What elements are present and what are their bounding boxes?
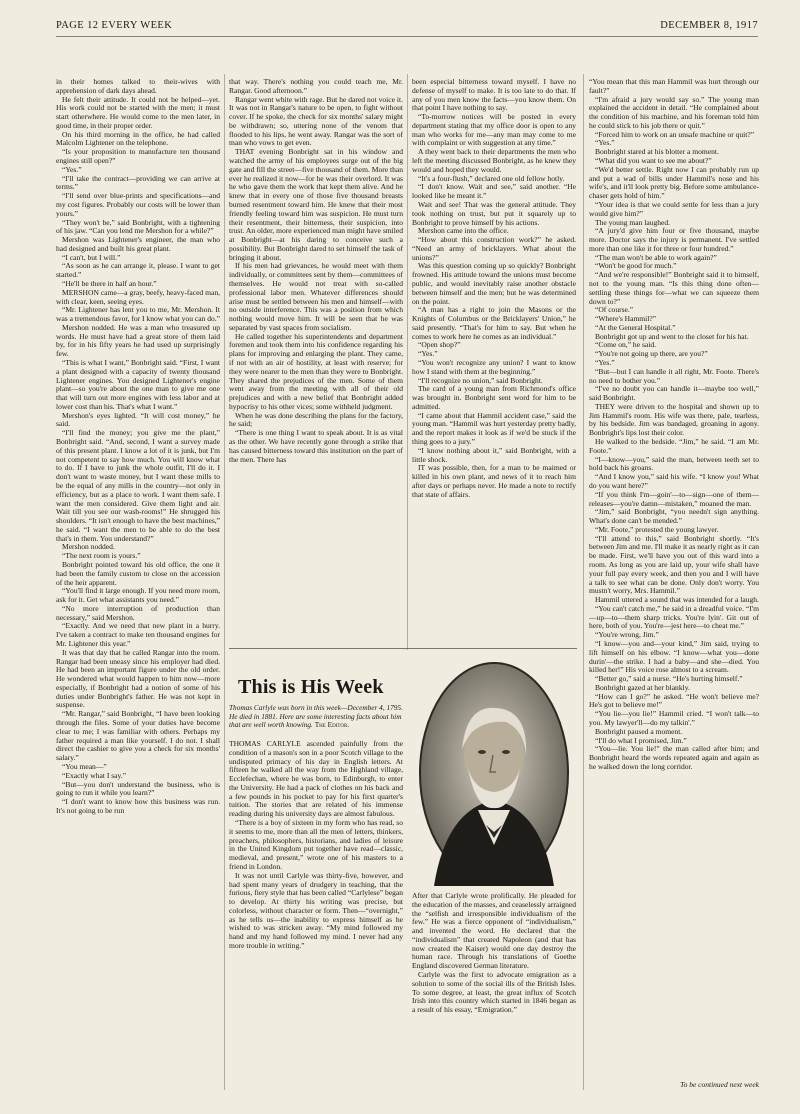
paragraph: “Forced him to work on an unsafe machine or quit?” <box>595 129 755 139</box>
paragraph: “There is one thing I want to speak about. It is as vital as the other. We have recently gone through a strike that has caused bitterness toward this institution on the part of the men. There has <box>229 428 403 464</box>
paragraph: “Your idea is that we could settle for less than a jury would give him?” <box>589 199 759 218</box>
paragraph: “Yes.” <box>418 349 438 359</box>
column-rule <box>583 74 584 1090</box>
paragraph: “But—but I can handle it all right, Mr. Foote. There's no need to bother you.” <box>589 366 759 385</box>
story-column-1 <box>56 78 220 1090</box>
paragraph: “The next room is yours.” <box>62 551 141 561</box>
paragraph: The young man laughed. <box>595 217 671 227</box>
paragraph: When he was done describing the plans for the factory, he said; <box>229 410 403 429</box>
paragraph: “A man has a right to join the Masons or the Knights of Columbus or the Bricklayers' Union,” he said presently. “That's for him to say. But when he comes to work here he comes as an individual.” <box>412 305 576 341</box>
paragraph: “This is what I want,” Bonbright said. “First, I want a plant designed with a capacity of twenty thousand Lightener engines. You designed Lightener's engine plant—so you're about the one man to give me one that will turn out more engines with less labor and at lower cost than his. That's what I want.” <box>56 358 220 411</box>
sidebar-top-rule <box>229 648 577 649</box>
paragraph: “Yes.” <box>595 138 615 148</box>
paragraph: Bonbright paused a moment. <box>595 726 683 736</box>
paragraph: “How can I go?” he asked. “He won't believe me? He's got to believe me!” <box>589 691 759 710</box>
paragraph: Wait and see! That was the general attitude. They took nothing on trust, but put it squarely up to Bonbright to prove himself by his actions. <box>412 199 576 227</box>
paragraph: that way. There's nothing you could teach me, Mr. Rangar. Good afternoon.” <box>229 77 403 95</box>
paragraph: “I'll take the contract—providing we can arrive at terms.” <box>56 173 220 192</box>
paragraph: “Of course.” <box>595 305 634 315</box>
sidebar-title: This is His Week <box>238 676 384 698</box>
paragraph: Bonbright stared at his blotter a moment. <box>595 147 719 157</box>
paragraph: “You mean—” <box>62 761 107 771</box>
paragraph: MERSHON came—a gray, beefy, heavy-faced man, with clear, keen, seeing eyes. <box>56 287 220 306</box>
paragraph: Was this question coming up so quickly? Bonbright frowned. His attitude toward the unions must become public, and would inevitably raise another obstacle between himself and the men; but he was determined on the point. <box>412 261 576 306</box>
issue-date: DECEMBER 8, 1917 <box>660 20 758 31</box>
paragraph: “Open shop?” <box>418 340 461 350</box>
paragraph: “Won't be good for much.” <box>595 261 677 271</box>
paragraph: “I'll recognize no union,” said Bonbright. <box>418 375 543 385</box>
paragraph: “You—lie. You lie!” the man called after him; and Bonbright heard the words repeated again and again as he walked down the long corridor. <box>589 744 759 771</box>
paragraph: “Mr. Rangar,” said Bonbright, “I have been looking through the files. Some of your duties have become clear to me; I was familiar with others. Perhaps my father required a man like yourself. I do not. I shall direct the cashier to give you a check for six months' salary.” <box>56 709 220 763</box>
paragraph: “Yes.” <box>62 164 82 174</box>
paragraph: “If you think I'm—goin'—to—sign—one of them—releases—you're damn—mistaken,” moaned the man. <box>589 489 759 508</box>
paragraph: “Exactly. And we need that new plant in a hurry. I've taken a contract to make ten thousand engines for Mr. Lightener this year.” <box>56 621 220 648</box>
paragraph: If his men had grievances, he would meet with them individually, or committees sent by them—committees of themselves. He would not treat with so-called professional labor men. Whatever differences should arise must be settled between his men and himself—with no outside interference. This was a position from which nothing would move him. It will be seen that he was separated by vast spaces from socialism. <box>229 261 403 332</box>
paragraph: “I don't want to know how this business was run. It's not going to be run <box>56 797 220 815</box>
paragraph: THAT evening Bonbright sat in his window and watched the army of his employees surge out of the big gate and fill the street—five thousand of them. More than ever he realized it now—for he was their overlord. It was he who gave them the work that kept them alive. And he knew that in every one of those five thousand breasts burned resentment toward him. He knew that their most friendly feeling toward him was suspicion. He must turn their resentment, their bitterness, their suspicion, into trust. An older, more experienced man might have smiled at Bonbright—at his daring to conceive such a possibility. But Bonbright dared to set himself the task of bringing it about. <box>229 147 403 262</box>
paragraph: “I'll send over blue-prints and specifications—and my cost figures. Probably our costs will be lower than yours.” <box>56 191 220 218</box>
paragraph: “You'll find it large enough. If you need more room, ask for it. Get what assistants you need.” <box>56 586 220 605</box>
paragraph: “Is your proposition to manufacture ten thousand engines still open?” <box>56 147 220 166</box>
sidebar-column-a <box>229 740 403 1085</box>
story-column-2 <box>229 78 403 638</box>
paragraph: “What did you want to see me about?” <box>595 156 712 166</box>
paragraph: “I'll find the money; you give me the plant,” Bonbright said. “And, second, I want a survey made of this present plant. I know a lot of it is junk, but I'm not competent to say how much. You will know what to do. If I have to junk the whole outfit, I'll do it. I don't want to waste money, but I want these mills to be the equal of any mills in the country—not only in efficiency, but as a place to work. I want them safe. I want the men considered. Give them light and air. Wait till you see our wash-rooms!” He shrugged his shoulders. “It isn't enough to have the best machines,” he said. “I want the men to be able to do the best that's in them. You understand?” <box>56 428 220 543</box>
paragraph: It was that day that he called Rangar into the room. Rangar had been uneasy since his employer had died. He had been an important figure under the old order. He wondered what would happen to him now—more especially, if Bonbright had a notion of some of his duties under Bonbright's father. He was not kept in suspense. <box>56 647 220 710</box>
paragraph: He felt their attitude. It could not be helped—yet. His work could not be started with the men; it must start otherwhere. He would come to the men later, in good time, in their proper order. <box>56 94 220 130</box>
page-number-and-magazine: PAGE 12 EVERY WEEK <box>56 20 173 31</box>
paragraph: “You mean that this man Hammil was hurt through our fault?” <box>589 77 759 95</box>
paragraph: Carlyle was the first to advocate emigration as a solution to some of the social ills of the British Isles. To some degree, at least, the great influx of Scotch Irish into this country which started in 1846 began as a result of his essay, “Emigration.” <box>412 970 576 1015</box>
paragraph: Mershon was Lightener's engineer, the man who had designed and built his great plant. <box>56 235 220 253</box>
paragraph: “Jim,” said Bonbright, “you needn't sign anything. What's done can't be mended.” <box>589 507 759 526</box>
paragraph: Mershon nodded. He was a man who treasured up words. He must have had a great store of them laid by, for in his fifty years he had used up surprisingly few. <box>56 322 220 359</box>
continued-note: To be continued next week <box>680 1080 759 1089</box>
paragraph: “You're not going up there, are you?” <box>595 349 708 359</box>
paragraph: “I don't know. Wait and see,” said another. “He looked like he meant it.” <box>412 182 576 201</box>
paragraph: “I've no doubt you can handle it—maybe too well,” said Bonbright. <box>589 384 759 403</box>
paragraph: “And I know you,” said his wife. “I know you! What do you want here?” <box>589 472 759 490</box>
paragraph: “There is a boy of sixteen in my form who has read, so it seems to me, more than all the men of letters, thinkers, preachers, philosophers, historians, and ladies of leisure in the United Kingdom put together have read—classic, medieval, and present,” wrote one of his masters to a friend in London. <box>229 818 403 871</box>
sidebar-editor: The Editor. <box>314 720 350 729</box>
paragraph: THOMAS CARLYLE ascended painfully from the condition of a mason's son in a poor Scotch village to the undisputed primacy of his day in English letters. At fifteen he walked all the way from the Highland village, Ecclefechan, where he was born, to Edinburgh, to enter the University. He had a pack of clothes on his back and a few pounds in his pocket to pay for his first quarter's tuition. The stories that are related of his immense reading during his university days are almost fabulous. <box>229 739 403 819</box>
story-column-3 <box>412 77 576 499</box>
paragraph: Mershon nodded. <box>62 542 115 552</box>
paragraph: Bonbright got up and went to the closet for his hat. <box>595 331 749 341</box>
paragraph: “I came about that Hammil accident case,” said the young man. “Hammil was hurt yesterday pretty badly, and the report makes it look as if we'd be stuck if the thing goes to a jury.” <box>412 410 576 447</box>
paragraph: “Come on,” he said. <box>595 340 656 350</box>
paragraph: “As soon as he can arrange it, please. I want to get started.” <box>56 261 220 280</box>
paragraph: “Better go,” said a nurse. “He's hurting himself.” <box>595 674 743 684</box>
paragraph: Bonbright gazed at her blankly. <box>595 682 690 692</box>
paragraph: “Mr. Lightener has lent you to me, Mr. Mershon. It was a tremendous favor, for I know what you can do.” <box>56 305 221 324</box>
paragraph: “A jury'd give him four or five thousand, maybe more. Doctor says the injury is permanent. I've settled more than one like it for three or four hundred.” <box>589 226 759 253</box>
paragraph: “You won't recognize any union? I want to know how I stand with them at the beginning.” <box>412 358 576 376</box>
paragraph: “I know—you and—your kind,” Jim said, trying to lift himself on his elbow. “I know—what you—done durin'—the strike. I had a baby—and she—died. You killed her!” His voice rose almost to a scream. <box>589 639 759 675</box>
paragraph: “Yes.” <box>595 358 615 367</box>
paragraph: “And we're responsible!” Bonbright said it to himself, not to the young man. “Is this thing done often—settling these things for—what we can squeeze them down to?” <box>589 270 759 306</box>
paragraph: “Mr. Foote,” protested the young lawyer. <box>595 524 719 534</box>
carlyle-portrait <box>416 660 572 886</box>
paragraph: On his third morning in the office, he had called Malcolm Lightener on the telephone. <box>56 129 220 148</box>
paragraph: THEY were driven to the hospital and shown up to Jim Hammil's room. His wife was there, pale, tearless, by his bedside. Jim was bandaged, groaning in agony. Bonbright's lips lost their color. <box>589 401 759 438</box>
paragraph: “At the General Hospital.” <box>595 322 676 332</box>
paragraph: “How about this construction work?” he asked. “Need an army of bricklayers. What about the unions?” <box>412 235 576 262</box>
paragraph: After that Carlyle wrote prolifically. He pleaded for the education of the masses, and ceaselessly arraigned the “selfish and irresponsible individualism of the few.” He was a fierce opponent of “individualism,” and invented the word. He declared that the “individualism” that created Napoleon (and that has now created the Kaiser) would one day destroy the human race. Through his translations of Goethe England discovered German literature. <box>412 891 576 971</box>
paragraph: Mershon came into the office. <box>418 226 509 236</box>
column-rule <box>224 74 225 1090</box>
paragraph: “We'd better settle. Right now I can probably run up and put a wad of bills under Hammil's nose and his wife's, and it'll look pretty big. Before some ambulance-chaser gets hold of him.” <box>589 164 759 201</box>
paragraph: “He'll be there in half an hour.” <box>62 278 157 288</box>
paragraph: “I can't, but I will.” <box>62 252 121 262</box>
paragraph: He walked to the bedside. “Jim,” he said. “I am Mr. Foote.” <box>589 437 759 455</box>
sidebar-intro <box>229 704 407 730</box>
paragraph: “I know nothing about it,” said Bonbright, with a little shock. <box>412 445 576 464</box>
paragraph: It was not until Carlyle was thirty-five, however, and had spent many years of drudgery in teaching, that the furious, fiery style that has been called “Carlylese” began to develop. At thirty his writing was precise, but colorless, without character or form. Then—“overnight,” as he tells us—the inability to express himself as he wished to was stricken away. “My mind followed my hand and my hand followed my mind. I never had any more trouble in writing.” <box>229 870 403 950</box>
paragraph: “I'll do what I promised, Jim.” <box>595 735 687 745</box>
paragraph: The card of a young man from Richmond's office was brought in. Bonbright sent word for him to be admitted. <box>412 384 576 411</box>
paragraph: “To-morrow notices will be posted in every department stating that my office door is open to any man who works for me—any man may come to me with complaint or with suggestion at any time.” <box>412 112 576 148</box>
story-column-4 <box>589 78 759 1080</box>
paragraph: “They won't be,” said Bonbright, with a tightening of his jaw. “Can you lend me Mershon for a while?” <box>56 217 220 236</box>
page-header <box>56 18 758 37</box>
paragraph: “You're wrong, Jim.” <box>595 630 659 640</box>
paragraph: “Where's Hammil?” <box>595 314 657 324</box>
paragraph: “But—you don't understand the business, who is going to run it while you learn?” <box>56 779 220 798</box>
paragraph: “You can't catch me,” he said in a dreadful voice. “I'm—up—to—them sharp tricks. You're lyin'. Git out of here, both of you. You're—jest here—to cheat me.” <box>589 603 759 631</box>
paragraph: Hammil uttered a sound that was intended for a laugh. <box>595 595 759 605</box>
paragraph: Rangar went white with rage. But he dared not voice it. It was not in Rangar's nature to be open, to fight without cover. If he spoke, the check for six months' salary might be withdrawn; so, uttering none of the venom that flooded to his lips, he went away. Rangar was the sort of man who vows to get even. <box>229 94 403 148</box>
paragraph: IT was possible, then, for a man to be maimed or killed in his own plant, and news of it to reach him after days or perhaps never. He made a note to rectify that state of affairs. <box>412 463 576 499</box>
paragraph: “The man won't be able to work again?” <box>595 252 717 262</box>
column-rule <box>407 74 408 650</box>
paragraph: “Exactly what I say.” <box>62 770 127 780</box>
sidebar-intro-text: Thomas Carlyle was born in this week—December 4, 1795. He died in 1881. Here are some interesting facts about him that are well worth knowing. <box>229 703 403 729</box>
paragraph: “No more interruption of production than necessary,” said Mershon. <box>56 603 220 622</box>
paragraph: in their homes talked to their-wives with apprehension of dark days ahead. <box>56 77 220 95</box>
paragraph: “I'm afraid a jury would say so.” The young man explained the accident in detail. “He complained about the condition of his machine, and his foreman told him he could stick to his job there or quit.” <box>589 94 759 130</box>
paragraph: “I'll attend to this,” said Bonbright shortly. “It's between Jim and me. I'll make it as nearly right as it can be made. First, we'll have you out of this ward into a room. As long as you are laid up, your wife shall have your full pay every week, and then you and I will have a talk to see what can be done. Only don't worry. You mustn't worry, Mrs. Hammil.” <box>589 533 759 596</box>
paragraph: “It's a four-flush,” declared one old fellow hotly. <box>418 173 565 183</box>
paragraph: Mershon's eyes lighted. “It will cost money,” he said. <box>56 410 220 429</box>
paragraph: A they went back to their departments the men who left the meeting discussed Bonbright, as he knew they would and hoped they would. <box>412 147 576 174</box>
paragraph: “I—know—you,” said the man, between teeth set to hold back his groans. <box>589 454 759 473</box>
sidebar-column-b <box>412 892 576 1092</box>
paragraph: He called together his superintendents and department foremen and took them into his confidence regarding his plans for improving and enlarging the plant. They came, if not with an air of hostility, at least with reserve; for they were nearer to the men than they were to Bonbright. They shared the prejudices of the men. Some of them went away from the meeting with all of their old prejudices and with a new belief that Bonbright added hypocrisy to his other vices; some withheld judgment. <box>229 331 403 411</box>
paragraph: Bonbright pointed toward his old office, the one it had been the family custom to close on the accession of the heir apparent. <box>56 559 220 587</box>
paragraph: been especial bitterness toward myself. I have no defense of myself to make. It is too late to do that. If any of you men know the facts—you know them. On that point I have nothing to say. <box>412 77 576 113</box>
paragraph: “You lie—you lie!” Hammil cried. “I won't talk—to you. My lawyer'll—do my talkin'.” <box>589 709 759 728</box>
